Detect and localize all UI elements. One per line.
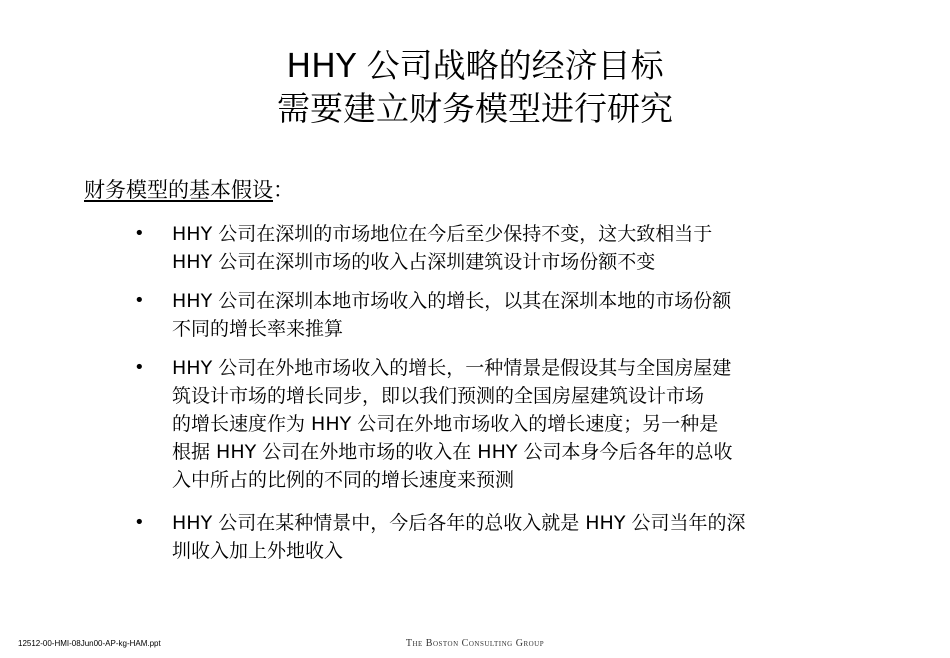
bullet-line: HHY 公司在深圳本地市场收入的增长，以其在深圳本地的市场份额 [172,290,732,312]
bullet-line: 的增长速度作为 HHY 公司在外地市场收入的增长速度；另一种是 [172,413,719,435]
section-heading-label: 财务模型的基本假设 [84,178,273,202]
slide-title [0,44,950,130]
bullet-text [172,220,872,276]
bullet-line: HHY 公司在某种情景中，今后各年的总收入就是 HHY 公司当年的深 [172,512,746,534]
title-line-1: HHY 公司战略的经济目标 [286,46,664,85]
bullet-line: 根据 HHY 公司在外地市场的收入在 HHY 公司本身今后各年的总收 [172,441,733,463]
bullet-dot-icon: • [134,357,145,378]
bullet-line: HHY 公司在深圳市场的收入占深圳建筑设计市场份额不变 [172,251,656,273]
section-heading-colon: ： [273,178,294,202]
footer-brand: The Boston Consulting Group [405,638,545,649]
bullet-dot-icon: • [134,512,145,533]
bullet-text [172,509,872,565]
bullet-line: 不同的增长率来推算 [172,318,344,340]
bullet-text [172,354,872,494]
bullet-line: HHY 公司在外地市场收入的增长，一种情景是假设其与全国房屋建 [172,357,732,379]
bullet-dot-icon: • [134,290,145,311]
bullet-text [172,287,872,343]
footer-filename: 12512-00-HMI-08Jun00-AP-kg-HAM.ppt [18,639,161,648]
bullet-line: 圳收入加上外地收入 [172,540,344,562]
bullet-line: 入中所占的比例的不同的增长速度来预测 [172,469,515,491]
section-heading [84,176,294,204]
bullet-dot-icon: • [134,223,145,244]
title-line-2: 需要建立财务模型进行研究 [277,89,673,128]
bullet-line: 筑设计市场的增长同步，即以我们预测的全国房屋建筑设计市场 [172,385,705,407]
bullet-line: HHY 公司在深圳的市场地位在今后至少保持不变，这大致相当于 [172,223,713,245]
